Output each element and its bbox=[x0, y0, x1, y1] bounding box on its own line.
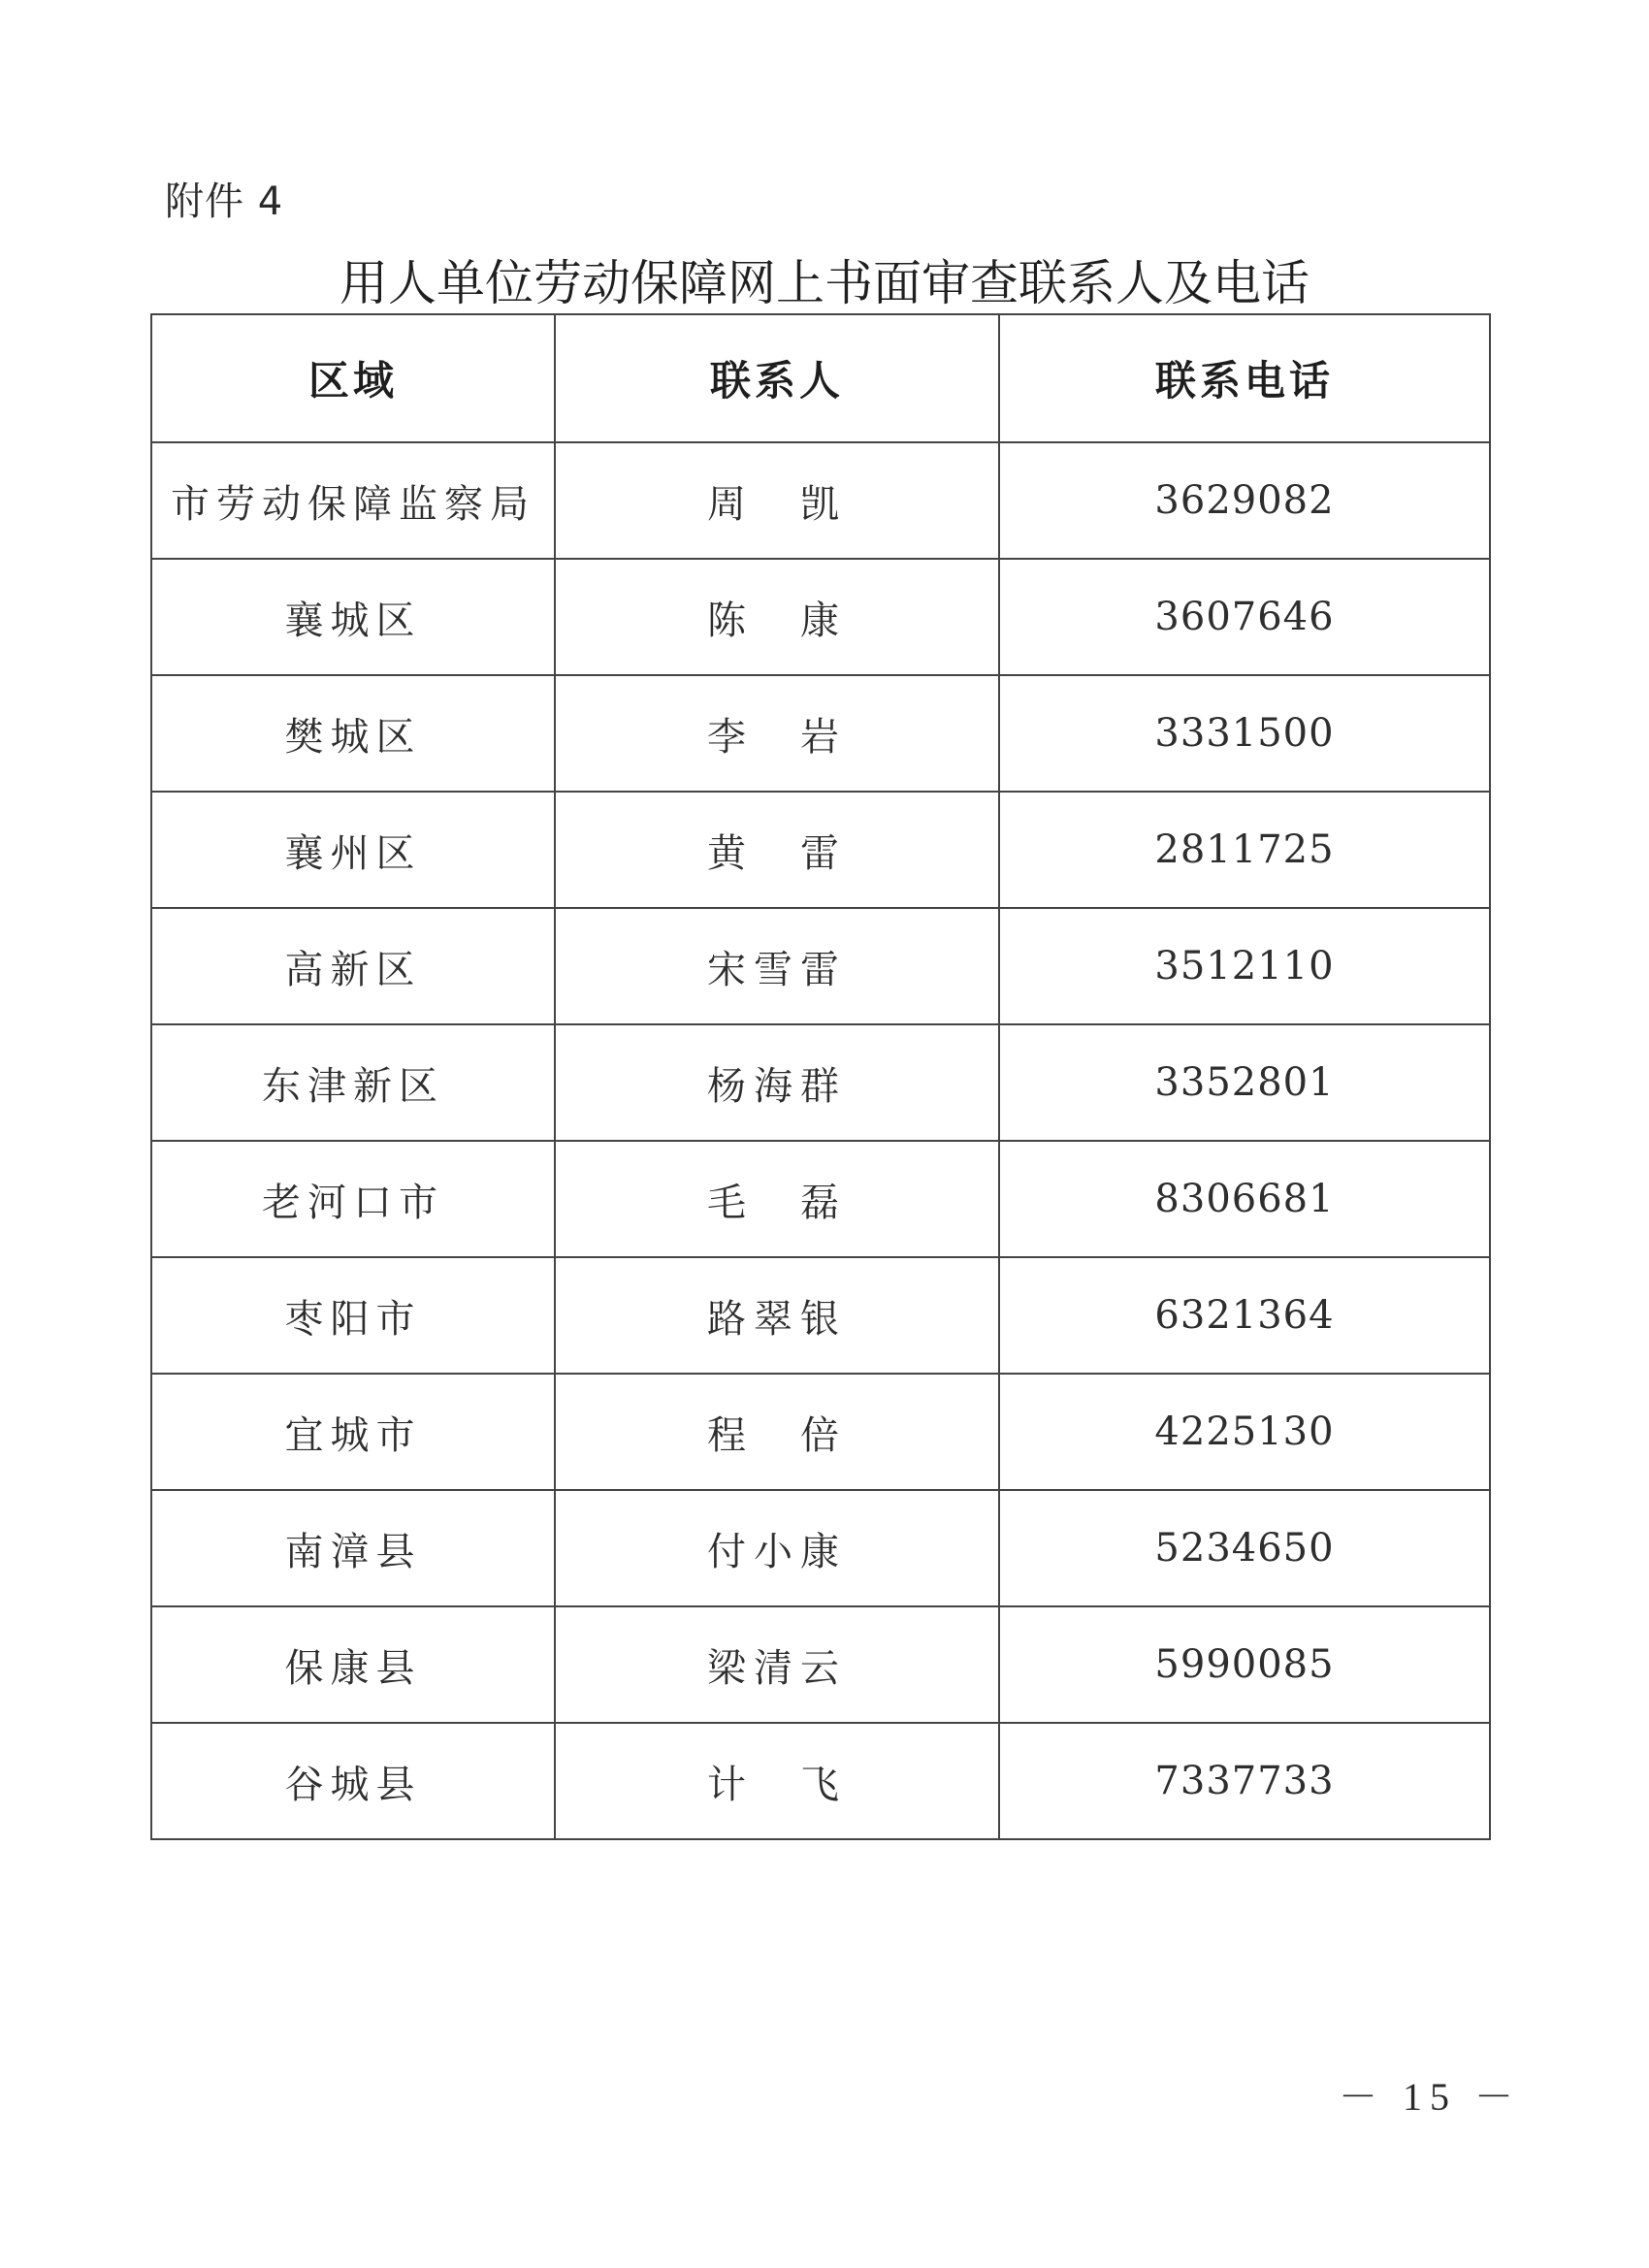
region-cell: 枣阳市 bbox=[151, 1257, 555, 1374]
region-cell: 老河口市 bbox=[151, 1141, 555, 1257]
phone-cell: 4225130 bbox=[999, 1374, 1490, 1490]
region-cell: 南漳县 bbox=[151, 1490, 555, 1606]
contact-cell: 毛 磊 bbox=[555, 1141, 999, 1257]
table-row bbox=[151, 1490, 1490, 1606]
contact-cell: 陈 康 bbox=[555, 559, 999, 675]
table-row bbox=[151, 675, 1490, 792]
table-row bbox=[151, 1141, 1490, 1257]
contact-cell: 付小康 bbox=[555, 1490, 999, 1606]
region-cell: 宜城市 bbox=[151, 1374, 555, 1490]
phone-cell: 3629082 bbox=[999, 442, 1490, 559]
header-contact: 联系人 bbox=[555, 314, 999, 442]
phone-cell: 6321364 bbox=[999, 1257, 1490, 1374]
table-row bbox=[151, 1024, 1490, 1141]
contact-cell: 路翠银 bbox=[555, 1257, 999, 1374]
region-cell: 樊城区 bbox=[151, 675, 555, 792]
phone-cell: 3352801 bbox=[999, 1024, 1490, 1141]
contact-cell: 宋雪雷 bbox=[555, 908, 999, 1024]
header-phone: 联系电话 bbox=[999, 314, 1490, 442]
table-row bbox=[151, 559, 1490, 675]
phone-cell: 5990085 bbox=[999, 1606, 1490, 1723]
region-cell: 东津新区 bbox=[151, 1024, 555, 1141]
table-row bbox=[151, 1606, 1490, 1723]
phone-cell: 7337733 bbox=[999, 1723, 1490, 1839]
region-cell: 高新区 bbox=[151, 908, 555, 1024]
contact-cell: 黄 雷 bbox=[555, 792, 999, 908]
table-row bbox=[151, 1374, 1490, 1490]
contact-table bbox=[150, 313, 1491, 1840]
region-cell: 襄州区 bbox=[151, 792, 555, 908]
page-number: － 15 － bbox=[1339, 2075, 1521, 2119]
region-cell: 市劳动保障监察局 bbox=[151, 442, 555, 559]
table-row bbox=[151, 442, 1490, 559]
region-cell: 保康县 bbox=[151, 1606, 555, 1723]
table-row bbox=[151, 1257, 1490, 1374]
phone-cell: 8306681 bbox=[999, 1141, 1490, 1257]
table-row bbox=[151, 908, 1490, 1024]
phone-cell: 5234650 bbox=[999, 1490, 1490, 1606]
region-cell: 襄城区 bbox=[151, 559, 555, 675]
phone-cell: 3607646 bbox=[999, 559, 1490, 675]
contact-cell: 梁清云 bbox=[555, 1606, 999, 1723]
contact-cell: 程 倍 bbox=[555, 1374, 999, 1490]
document-title: 用人单位劳动保障网上书面审查联系人及电话 bbox=[340, 255, 1310, 311]
contact-cell: 李 岩 bbox=[555, 675, 999, 792]
phone-cell: 3512110 bbox=[999, 908, 1490, 1024]
contact-cell: 周 凯 bbox=[555, 442, 999, 559]
contact-cell: 计 飞 bbox=[555, 1723, 999, 1839]
phone-cell: 3331500 bbox=[999, 675, 1490, 792]
table-header-row bbox=[151, 314, 1490, 442]
region-cell: 谷城县 bbox=[151, 1723, 555, 1839]
phone-cell: 2811725 bbox=[999, 792, 1490, 908]
table-row bbox=[151, 1723, 1490, 1839]
header-region: 区域 bbox=[151, 314, 555, 442]
contact-cell: 杨海群 bbox=[555, 1024, 999, 1141]
attachment-label: 附件 4 bbox=[165, 179, 284, 224]
table-row bbox=[151, 792, 1490, 908]
